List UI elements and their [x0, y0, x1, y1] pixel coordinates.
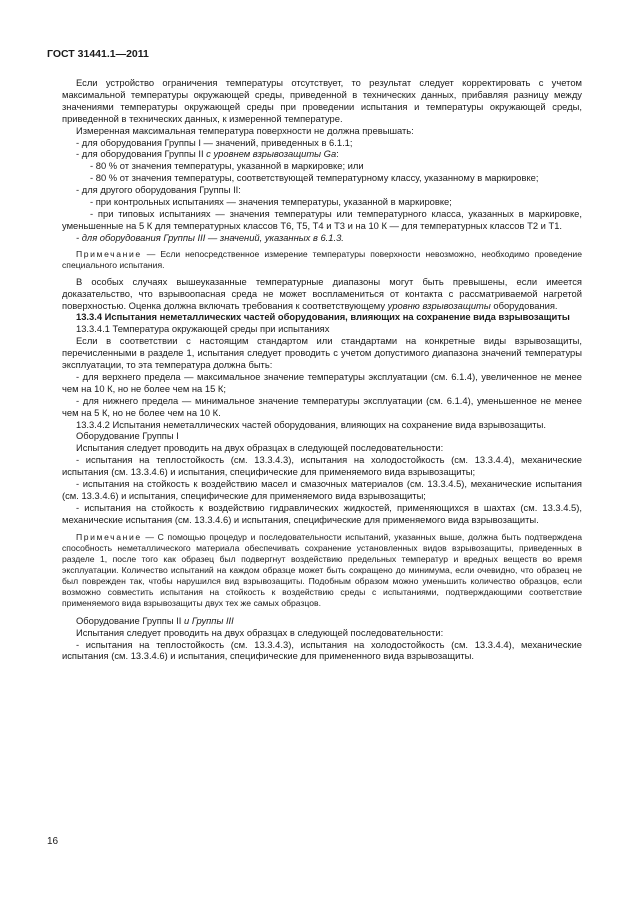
paragraph: [62, 276, 582, 312]
note-label: Примечание: [76, 248, 142, 259]
list-item: - при типовых испытаниях — значения температуры или температурного класса, указанных в маркировке, уменьшенные на 5 К для температурных классов Т6, Т5, Т4 и Т3 и на 10 К — для температурных классов Т2 и Т1.: [62, 207, 582, 231]
paragraph: Испытания следует проводить на двух образцах в следующей последовательности:: [76, 626, 444, 638]
list-item: - 80 % от значения температуры, соответствующей температурному классу, указанному в маркировке;: [90, 172, 539, 184]
text-run: В особых случаях вышеуказанные температурные диапазоны могут быть превышены, если имеется доказательство, что взрывоопасная среда не может воспламениться от контакта с рассматриваемой нагретой поверхностью. Оценка должна включать требования к соответствующему: [62, 275, 582, 311]
list-item: - для нижнего предела — минимальное значение температуры эксплуатации (см. 6.1.4), уменьшенное не менее чем на 5 К, но не более чем на 10 К.: [62, 394, 582, 418]
document-body: [62, 77, 582, 662]
note-text: — Если непосредственное измерение температуры поверхности невозможно, необходимо проведение специального испытания.: [62, 248, 582, 270]
list-item: - для другого оборудования Группы II:: [76, 184, 241, 196]
paragraph: [62, 615, 582, 627]
list-item: - при контрольных испытаниях — значения температуры, указанной в маркировке;: [90, 196, 452, 208]
list-item: - испытания на стойкость к воздействию масел и смазочных материалов (см. 13.3.4.5), механические испытания (см. 13.3.4.6) и испытания, специфические для применяемого вида взрывозащиты;: [62, 478, 582, 501]
subsection-heading: 13.3.4.1 Температура окружающей среды при испытаниях: [76, 323, 330, 335]
text-run: оборудования.: [490, 299, 558, 311]
paragraph: Измеренная максимальная температура поверхности не должна превышать:: [76, 124, 414, 136]
paragraph: Если в соответствии с настоящим стандартом или стандартами на конкретные виды взрывозащиты, перечисленными в разделе 1, испытания следует проводить с учетом допустимого диапазона значений температуры эксплуатации, то эта температура должна быть:: [62, 335, 582, 371]
subsection-heading: 13.3.4.2 Испытания неметаллических частей оборудования, влияющих на сохранение вида взрывозащиты.: [76, 418, 546, 430]
text-run: - для оборудования Группы II: [76, 148, 207, 160]
list-item: - для оборудования Группы I — значений, приведенных в 6.1.1;: [76, 136, 353, 148]
paragraph: Испытания следует проводить на двух образцах в следующей последовательности:: [76, 442, 444, 454]
list-item: - 80 % от значения температуры, указанной в маркировке; или: [90, 160, 364, 172]
note: [62, 532, 582, 609]
italic-text: и Группы III: [184, 614, 234, 626]
text-run: :: [336, 148, 339, 160]
note-text: — С помощью процедур и последовательности испытаний, указанных выше, должна быть подтверждена способность неметаллического материала обеспечивать сохранение установленных видов взрывозащиты, приведенных в разделе 1, после того как образец был подвергнут воздействию предельных температур и вредных веществ во время эксплуатации. Количество испытаний на каждом образце может быть сокращено до минимума, если очевидно, что образец не был поврежден так, чтобы нарушился вид взрывозащиты. Подобным образом можно уменьшить количество образцов, если возможно совместить испытания на стойкость к воздействию среды с испытаниями, подтверждающими соответствие применяемого вида взрывозащиты двух тех же самых образцов.: [62, 531, 582, 608]
italic-text: с уровнем взрывозащиты Ga: [206, 148, 337, 160]
text-run: Оборудование Группы II: [76, 614, 185, 626]
list-item: - для верхнего предела — максимальное значение температуры эксплуатации (см. 6.1.4), увеличенное не менее чем на 10 К, но не более чем на 15 К;: [62, 370, 582, 394]
list-item: - испытания на теплостойкость (см. 13.3.4.3), испытания на холодостойкость (см. 13.3.4.4), механические испытания (см. 13.3.4.6) и испытания, специфические для примененного вида взрывозащиты.: [62, 638, 582, 662]
note: [62, 249, 582, 271]
page-number: 16: [47, 836, 59, 847]
document-header: ГОСТ 31441.1—2011: [47, 48, 149, 60]
note-label: Примечание: [76, 531, 142, 542]
paragraph: Если устройство ограничения температуры отсутствует, то результат следует корректировать с учетом максимальной температуры окружающей среды, приведенной в технических данных, прибавляя разницу между значениями температуры окружающей среды при проведении испытания и температуры окружающей среды, приведенной в технических данных, к измеренной температуре.: [62, 77, 582, 124]
list-item: - испытания на теплостойкость (см. 13.3.4.3), испытания на холодостойкость (см. 13.3.4.4), механические испытания (см. 13.3.4.6) и испытания, специфические для применяемого вида взрывозащиты;: [62, 454, 582, 478]
paragraph: Оборудование Группы I: [76, 430, 179, 442]
list-item: - для оборудования Группы III — значений, указанных в 6.1.3.: [76, 231, 344, 243]
italic-text: уровню взрывозащиты: [387, 299, 491, 311]
section-heading: 13.3.4 Испытания неметаллических частей оборудования, влияющих на сохранение вида взрывозащиты: [76, 311, 570, 323]
list-item: - испытания на стойкость к воздействию гидравлических жидкостей, применяющихся в шахтах (см. 13.3.4.5), механические испытания (см. 13.3.4.6) и испытания, специфические для применяемого вида взрывозащиты.: [62, 501, 582, 525]
list-item: [62, 148, 582, 160]
